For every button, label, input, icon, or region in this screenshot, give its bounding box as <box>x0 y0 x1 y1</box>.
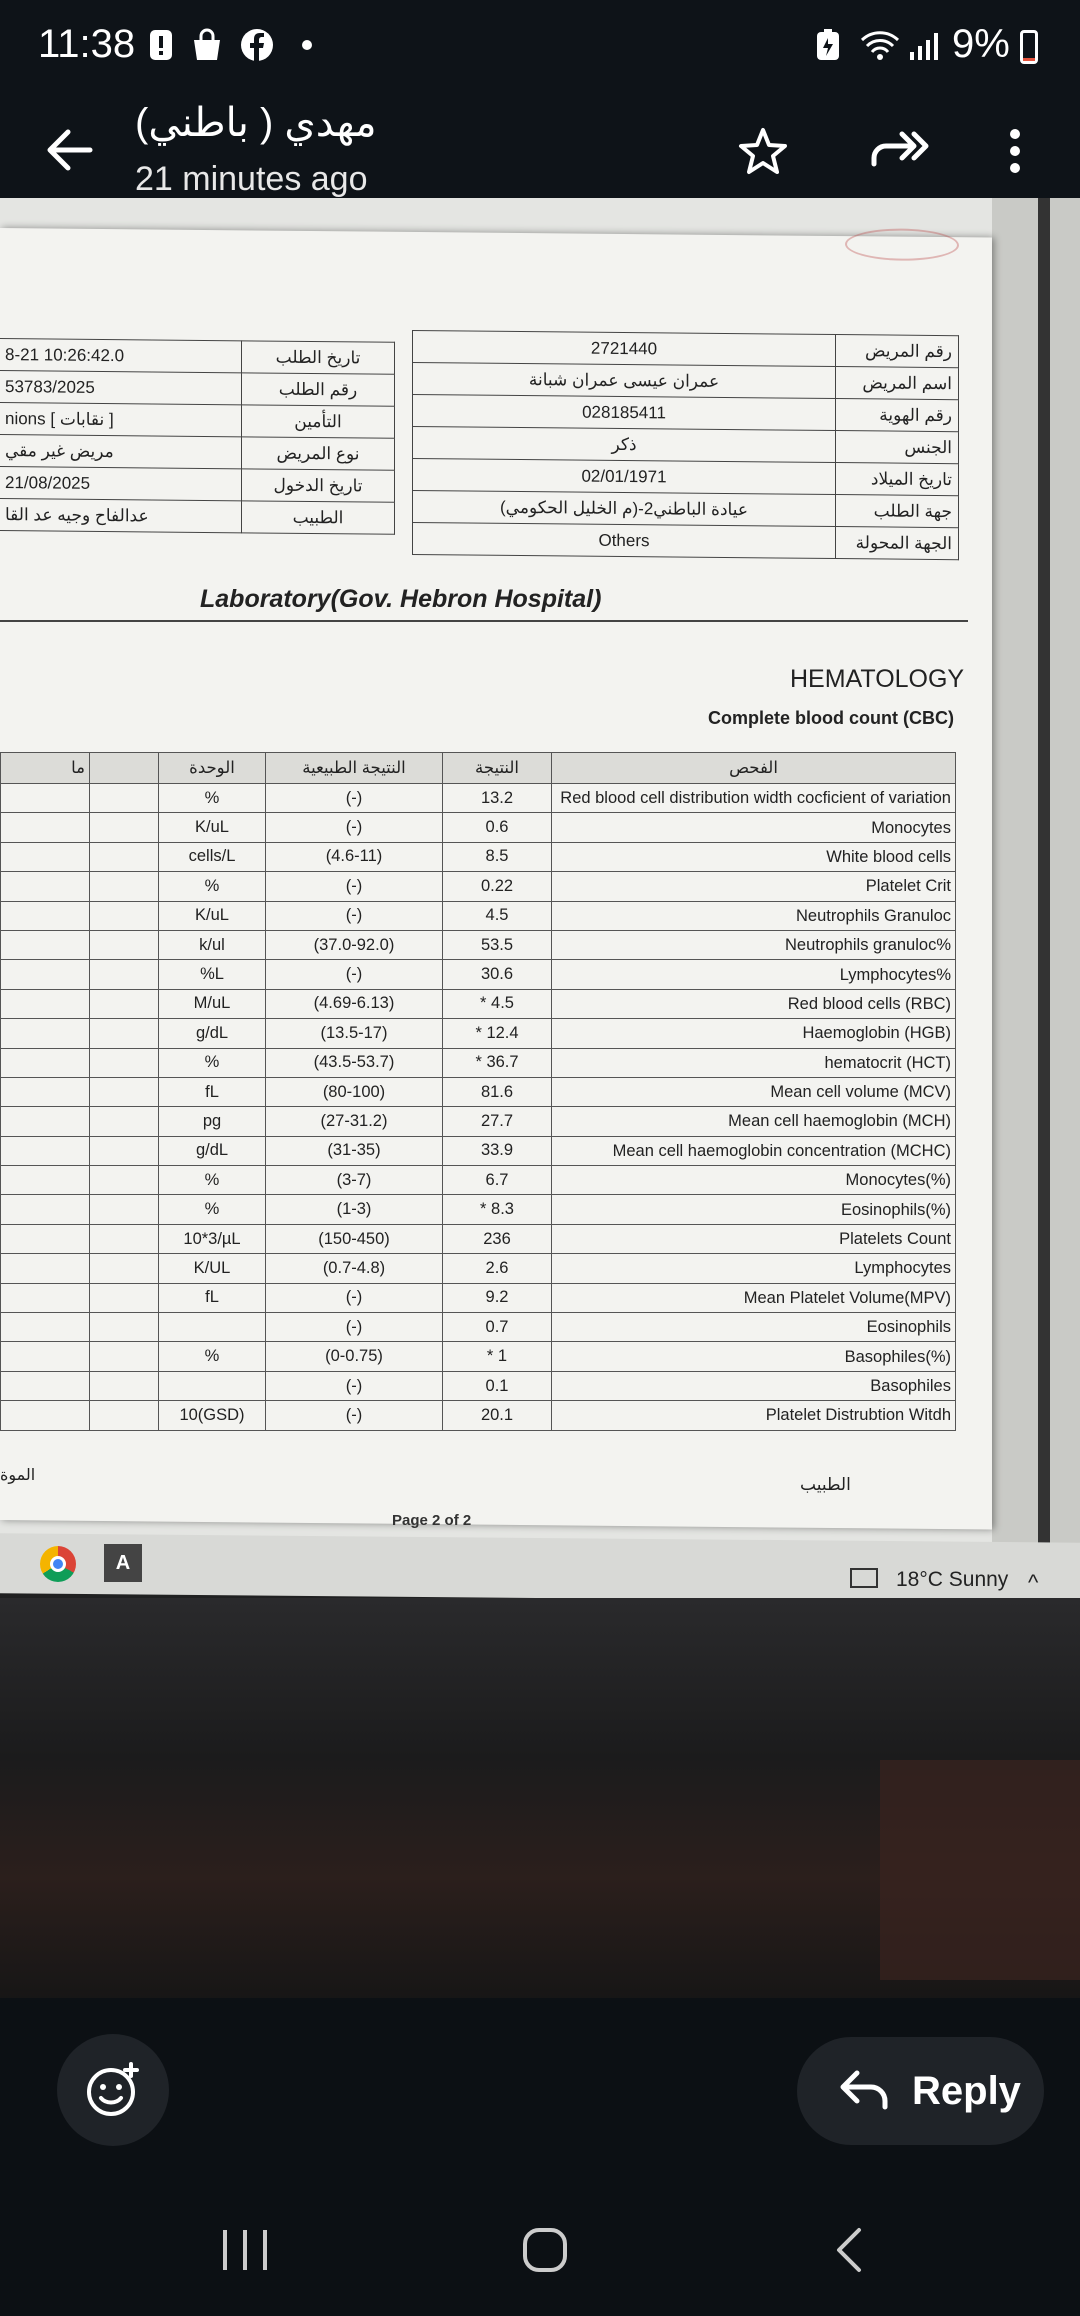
test-name-cell: Platelet Distrubtion Witdh <box>552 1401 956 1430</box>
info-label: رقم الطلب <box>242 373 395 406</box>
battery-saver-icon <box>812 28 844 62</box>
edge-cell <box>1 1224 90 1253</box>
reference-cell: (1-3) <box>266 1195 443 1224</box>
result-cell: * 36.7 <box>443 1048 552 1077</box>
edge-cell <box>90 1195 159 1224</box>
unit-cell: % <box>159 872 266 901</box>
test-name-cell: Basophiles(%) <box>552 1342 956 1371</box>
edge-cell <box>90 1019 159 1048</box>
result-cell: 27.7 <box>443 1107 552 1136</box>
chrome-icon-center <box>50 1556 66 1572</box>
test-name-cell: Monocytes <box>552 813 956 842</box>
edge-cell <box>90 960 159 989</box>
more-vert-icon[interactable] <box>990 118 1040 184</box>
patient-info-row <box>413 458 959 495</box>
result-row <box>1 1019 956 1048</box>
edge-cell <box>90 1166 159 1195</box>
result-cell: * 12.4 <box>443 1019 552 1048</box>
result-row <box>1 901 956 930</box>
test-name-cell: Basophiles <box>552 1371 956 1400</box>
info-label: الجهة المحولة <box>836 527 959 560</box>
result-row <box>1 930 956 959</box>
info-value: nions [ نقابات ] <box>0 402 242 436</box>
info-label: تاريخ الميلاد <box>836 463 959 496</box>
test-name-cell: White blood cells <box>552 842 956 871</box>
shopping-bag-icon <box>190 28 222 62</box>
section-title: HEMATOLOGY <box>790 665 965 693</box>
info-value: ذكر <box>413 426 836 462</box>
divider <box>0 620 968 622</box>
unit-cell: pg <box>159 1107 266 1136</box>
patient-info-row <box>413 490 959 527</box>
edge-cell <box>1 784 90 813</box>
signal-icon <box>908 28 944 62</box>
results-header-row <box>1 753 956 784</box>
result-cell: 0.22 <box>443 872 552 901</box>
test-name-cell: hematocrit (HCT) <box>552 1048 956 1077</box>
info-value: 028185411 <box>413 394 836 430</box>
edge-cell <box>1 1195 90 1224</box>
unit-cell: K/uL <box>159 901 266 930</box>
result-row <box>1 1342 956 1371</box>
reference-cell: (4.69-6.13) <box>266 989 443 1018</box>
unit-cell: k/ul <box>159 930 266 959</box>
test-name-cell: Eosinophils(%) <box>552 1195 956 1224</box>
home-icon[interactable] <box>520 2225 570 2280</box>
header-cell <box>90 753 159 784</box>
result-cell: 6.7 <box>443 1166 552 1195</box>
edge-cell <box>1 1401 90 1430</box>
reference-cell: (-) <box>266 1283 443 1312</box>
message-time: 21 minutes ago <box>135 160 368 198</box>
doctor-signature-label: الطبيب <box>800 1475 851 1494</box>
test-name-cell: Lymphocytes% <box>552 960 956 989</box>
info-label: الطبيب <box>242 501 395 534</box>
info-value: مريض غير مقي <box>0 434 242 468</box>
result-cell: 9.2 <box>443 1283 552 1312</box>
edge-cell <box>90 813 159 842</box>
unit-cell: g/dL <box>159 1136 266 1165</box>
result-cell: 53.5 <box>443 930 552 959</box>
result-row <box>1 1313 956 1342</box>
result-row <box>1 1371 956 1400</box>
test-name-cell: Neutrophils Granuloc <box>552 901 956 930</box>
reference-cell: (-) <box>266 1371 443 1400</box>
edge-cell <box>90 1313 159 1342</box>
unit-cell: fL <box>159 1283 266 1312</box>
info-value: 8-21 10:26:42.0 <box>0 338 242 372</box>
unit-cell: fL <box>159 1077 266 1106</box>
unit-cell: % <box>159 784 266 813</box>
unit-cell: cells/L <box>159 842 266 871</box>
unit-cell: g/dL <box>159 1019 266 1048</box>
result-cell: * 1 <box>443 1342 552 1371</box>
test-name-cell: Mean cell haemoglobin (MCH) <box>552 1107 956 1136</box>
footer-left-label: الموة <box>0 1467 36 1484</box>
header-ref: النتيجة الطبيعية <box>266 753 443 784</box>
test-name-cell: Platelet Crit <box>552 872 956 901</box>
edge-cell <box>1 930 90 959</box>
request-info-row <box>0 498 395 534</box>
reference-cell: (-) <box>266 901 443 930</box>
test-name-cell: Mean Platelet Volume(MPV) <box>552 1283 956 1312</box>
edge-cell <box>1 1283 90 1312</box>
star-icon[interactable] <box>730 118 796 184</box>
reference-cell: (80-100) <box>266 1077 443 1106</box>
edge-cell <box>90 1224 159 1253</box>
reference-cell: (-) <box>266 872 443 901</box>
result-cell: 0.6 <box>443 813 552 842</box>
request-info-row <box>0 338 395 374</box>
scrollbar-edge <box>1038 198 1050 1578</box>
edge-cell <box>90 1401 159 1430</box>
reference-cell: (27-31.2) <box>266 1107 443 1136</box>
result-cell: 4.5 <box>443 901 552 930</box>
edge-cell <box>1 1166 90 1195</box>
edge-cell <box>1 1136 90 1165</box>
info-label: رقم المريض <box>836 335 959 368</box>
info-label: رقم الهوية <box>836 399 959 432</box>
edge-cell <box>90 1136 159 1165</box>
test-name-cell: Red blood cells (RBC) <box>552 989 956 1018</box>
edge-cell <box>90 1254 159 1283</box>
back-arrow-icon[interactable] <box>40 120 100 180</box>
reference-cell: (43.5-53.7) <box>266 1048 443 1077</box>
test-name-cell: Eosinophils <box>552 1313 956 1342</box>
battery-icon <box>1020 30 1038 64</box>
facebook-icon <box>240 28 272 62</box>
edge-cell <box>1 1342 90 1371</box>
header-cell: ما <box>1 753 90 784</box>
patient-info-table <box>412 330 959 560</box>
reference-cell: (3-7) <box>266 1166 443 1195</box>
unit-cell <box>159 1313 266 1342</box>
info-value: عمران عيسى عمران شبانة <box>413 362 836 398</box>
patient-info-row <box>413 330 959 367</box>
result-cell: 30.6 <box>443 960 552 989</box>
edge-cell <box>90 1342 159 1371</box>
edge-cell <box>90 1048 159 1077</box>
patient-info-row <box>413 362 959 399</box>
edge-cell <box>1 872 90 901</box>
weather-icon <box>850 1568 878 1588</box>
patient-info-row <box>413 426 959 463</box>
unit-cell: 10(GSD) <box>159 1401 266 1430</box>
unit-cell: % <box>159 1166 266 1195</box>
unit-cell: K/uL <box>159 813 266 842</box>
lab-title: Laboratory(Gov. Hebron Hospital) <box>200 585 602 613</box>
edge-cell <box>90 784 159 813</box>
reference-cell: (37.0-92.0) <box>266 930 443 959</box>
edge-cell <box>90 1371 159 1400</box>
reference-cell: (0-0.75) <box>266 1342 443 1371</box>
request-info-row <box>0 370 395 406</box>
cbc-results-table <box>0 752 956 1431</box>
request-info-row <box>0 466 395 502</box>
info-label: جهة الطلب <box>836 495 959 528</box>
edge-cell <box>1 1019 90 1048</box>
wifi-icon <box>858 28 902 62</box>
nav-back-icon[interactable] <box>825 2225 875 2280</box>
result-row <box>1 813 956 842</box>
test-name-cell: Mean cell haemoglobin concentration (MCHC) <box>552 1136 956 1165</box>
app-icon: A <box>104 1544 142 1582</box>
reply-icon <box>835 2063 891 2119</box>
edge-cell <box>90 901 159 930</box>
test-name-cell: Platelets Count <box>552 1224 956 1253</box>
navigation-bar <box>0 2200 1080 2316</box>
result-cell: 236 <box>443 1224 552 1253</box>
result-cell: 0.7 <box>443 1313 552 1342</box>
unit-cell <box>159 1371 266 1400</box>
result-cell: 33.9 <box>443 1136 552 1165</box>
result-row <box>1 1136 956 1165</box>
unit-cell: 10*3/µL <box>159 1224 266 1253</box>
edge-cell <box>1 1371 90 1400</box>
unit-cell: % <box>159 1342 266 1371</box>
result-row <box>1 842 956 871</box>
emoji-add-button[interactable] <box>57 2034 169 2146</box>
result-cell: 81.6 <box>443 1077 552 1106</box>
reference-cell: (0.7-4.8) <box>266 1254 443 1283</box>
edge-cell <box>90 989 159 1018</box>
edge-cell <box>1 901 90 930</box>
edge-cell <box>1 1077 90 1106</box>
section-subtitle: Complete blood count (CBC) <box>708 708 954 728</box>
unit-cell: K/UL <box>159 1254 266 1283</box>
test-name-cell: Red blood cell distribution width cocficient of variation <box>552 784 956 813</box>
result-cell: * 8.3 <box>443 1195 552 1224</box>
result-row <box>1 1401 956 1430</box>
info-value: 53783/2025 <box>0 370 242 404</box>
info-value: Others <box>413 522 836 558</box>
result-row <box>1 1195 956 1224</box>
chevron-up-icon: ^ <box>1028 1570 1039 1595</box>
edge-cell <box>90 842 159 871</box>
edge-cell <box>90 1107 159 1136</box>
edge-cell <box>90 1077 159 1106</box>
forward-icon[interactable] <box>866 118 936 184</box>
patient-info-row <box>413 522 959 559</box>
info-label: تاريخ الطلب <box>242 341 395 374</box>
info-value: 21/08/2025 <box>0 466 242 500</box>
reference-cell: (4.6-11) <box>266 842 443 871</box>
request-info-row <box>0 434 395 470</box>
reference-cell: (-) <box>266 960 443 989</box>
sender-name[interactable]: مهدي ( باطني) <box>135 101 377 145</box>
viewer-gutter <box>992 198 1080 1578</box>
reference-cell: (31-35) <box>266 1136 443 1165</box>
result-row <box>1 1107 956 1136</box>
edge-cell <box>1 842 90 871</box>
alert-icon <box>145 28 177 62</box>
reply-label[interactable]: Reply <box>912 2069 1021 2113</box>
stamp-seal <box>845 228 959 261</box>
result-row <box>1 1048 956 1077</box>
info-value: عيادة الباطني2-(م الخليل الحكومي) <box>413 490 836 526</box>
edge-cell <box>90 872 159 901</box>
edge-cell <box>90 1283 159 1312</box>
result-cell: 8.5 <box>443 842 552 871</box>
unit-cell: M/uL <box>159 989 266 1018</box>
test-name-cell: Haemoglobin (HGB) <box>552 1019 956 1048</box>
reference-cell: (150-450) <box>266 1224 443 1253</box>
unit-cell: %L <box>159 960 266 989</box>
desk-shadow <box>880 1760 1080 1980</box>
battery-percent: 9% <box>952 22 1010 66</box>
request-info-table <box>0 338 395 535</box>
result-row <box>1 1254 956 1283</box>
edge-cell <box>1 1254 90 1283</box>
edge-cell <box>1 1313 90 1342</box>
recent-apps-icon[interactable] <box>215 2225 275 2280</box>
unit-cell: % <box>159 1048 266 1077</box>
dot-icon <box>290 28 322 62</box>
edge-cell <box>1 989 90 1018</box>
reference-cell: (-) <box>266 813 443 842</box>
reference-cell: (13.5-17) <box>266 1019 443 1048</box>
reference-cell: (-) <box>266 784 443 813</box>
info-value: 02/01/1971 <box>413 458 836 494</box>
edge-cell <box>1 960 90 989</box>
result-cell: 20.1 <box>443 1401 552 1430</box>
info-label: التأمين <box>242 405 395 438</box>
result-cell: * 4.5 <box>443 989 552 1018</box>
test-name-cell: Neutrophils granuloc% <box>552 930 956 959</box>
info-value: عدالفاح وجيه عد القا <box>0 498 242 532</box>
reference-cell: (-) <box>266 1313 443 1342</box>
test-name-cell: Mean cell volume (MCV) <box>552 1077 956 1106</box>
result-row <box>1 872 956 901</box>
result-cell: 0.1 <box>443 1371 552 1400</box>
result-row <box>1 784 956 813</box>
info-label: اسم المريض <box>836 367 959 400</box>
status-time: 11:38 <box>38 22 136 66</box>
info-value: 2721440 <box>413 330 836 366</box>
request-info-row <box>0 402 395 438</box>
edge-cell <box>90 930 159 959</box>
test-name-cell: Lymphocytes <box>552 1254 956 1283</box>
result-row <box>1 989 956 1018</box>
header-test: الفحص <box>552 753 956 784</box>
result-row <box>1 1283 956 1312</box>
result-row <box>1 1077 956 1106</box>
unit-cell: % <box>159 1195 266 1224</box>
result-cell: 13.2 <box>443 784 552 813</box>
edge-cell <box>1 813 90 842</box>
patient-info-row <box>413 394 959 431</box>
edge-cell <box>1 1048 90 1077</box>
header-unit: الوحدة <box>159 753 266 784</box>
result-row <box>1 1224 956 1253</box>
header-result: النتيجة <box>443 753 552 784</box>
edge-cell <box>1 1107 90 1136</box>
result-row <box>1 960 956 989</box>
weather-text: 18°C Sunny <box>896 1568 1009 1591</box>
info-label: نوع المريض <box>242 437 395 470</box>
result-cell: 2.6 <box>443 1254 552 1283</box>
page-indicator: Page 2 of 2 <box>392 1512 472 1529</box>
info-label: تاريخ الدخول <box>242 469 395 502</box>
result-row <box>1 1166 956 1195</box>
test-name-cell: Monocytes(%) <box>552 1166 956 1195</box>
info-label: الجنس <box>836 431 959 464</box>
reference-cell: (-) <box>266 1401 443 1430</box>
